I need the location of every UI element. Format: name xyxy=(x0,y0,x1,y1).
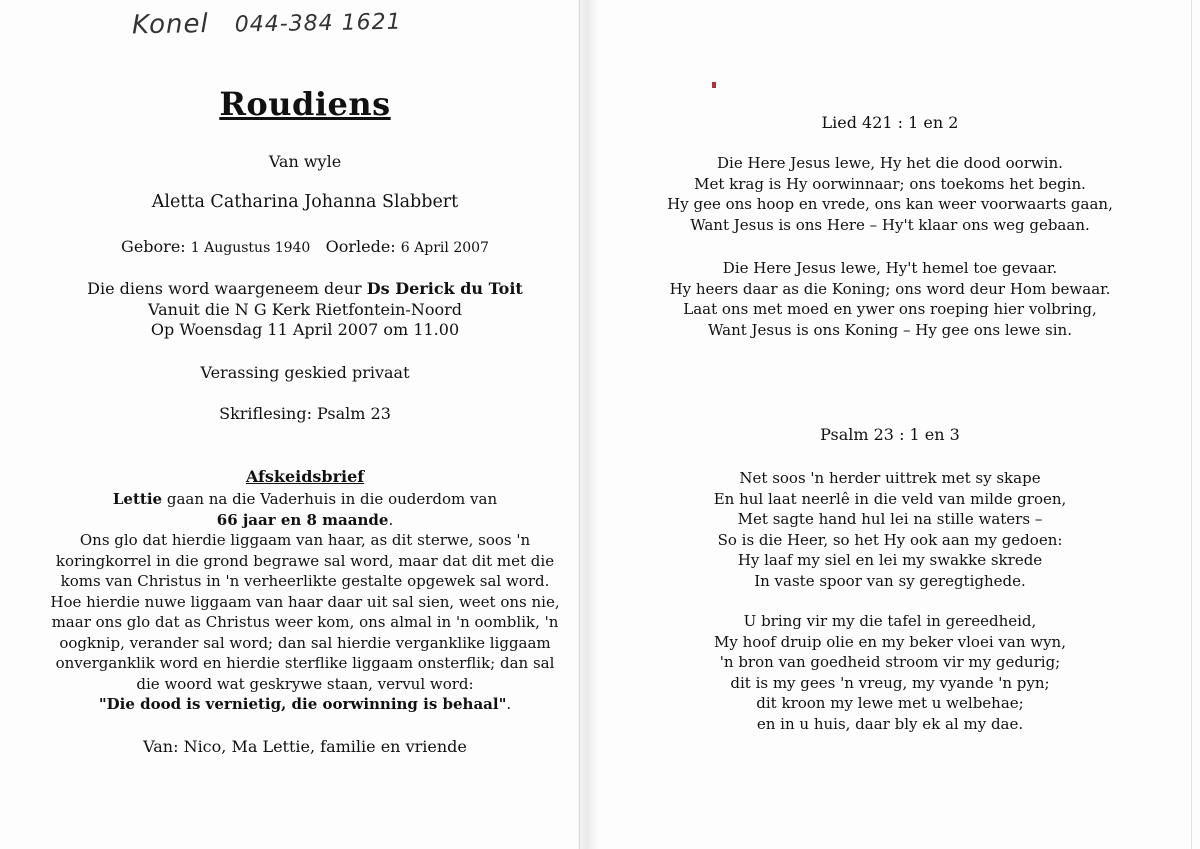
farewell-age: 66 jaar en 8 maande xyxy=(216,510,389,529)
paper-mark xyxy=(712,82,716,88)
farewell-line: onverganklik word en hierdie sterflike liggaam onsterflik; dan sal xyxy=(55,654,555,672)
service-block xyxy=(70,279,540,341)
farewell-text-part: . xyxy=(388,510,394,529)
left-page xyxy=(0,0,595,849)
psalm-title: Psalm 23 : 1 en 3 xyxy=(820,425,960,444)
cremation-note: Verassing geskied privaat xyxy=(200,363,410,382)
service-line xyxy=(70,279,540,300)
died-date: 6 April 2007 xyxy=(400,240,489,256)
farewell-line: Hoe hierdie nuwe liggaam van haar daar uit sal sien, weet ons nie, xyxy=(50,592,560,611)
farewell-line xyxy=(50,489,560,510)
handwritten-name: Konel xyxy=(131,9,210,41)
psalm-line: dit kroon my lewe met u welbehae; xyxy=(756,694,1024,712)
hymn-line: Die Here Jesus lewe, Hy't hemel toe gevaar. xyxy=(722,259,1058,277)
farewell-line: maar ons glo dat as Christus weer kom, ons almal in 'n oomblik, 'n xyxy=(51,613,559,631)
born-date: 1 Augustus 1940 xyxy=(190,240,311,256)
hymn-line: Want Jesus is ons Here – Hy't klaar ons weg gebaan. xyxy=(690,215,1090,234)
hymn-title: Lied 421 : 1 en 2 xyxy=(821,113,959,132)
farewell-text xyxy=(50,489,560,715)
hymn-line: Laat ons met moed en ywer ons roeping hier volbring, xyxy=(683,300,1097,318)
farewell-line: Ons glo dat hierdie liggaam van haar, as dit sterwe, soos 'n xyxy=(79,531,531,549)
handwritten-number: 044-384 1621 xyxy=(234,9,402,38)
deceased-name: Aletta Catharina Johanna Slabbert xyxy=(151,192,459,212)
page-title: Roudiens xyxy=(219,85,391,123)
service-pre: Die diens word waargeneem deur xyxy=(87,279,367,298)
hymn-line: Hy gee ons hoop en vrede, ons kan weer voorwaarts gaan, xyxy=(667,195,1113,213)
hymn-line: Die Here Jesus lewe, Hy het die dood oorwin. xyxy=(717,154,1063,172)
reading-label: Skriflesing: xyxy=(219,404,312,423)
from-label: Van: xyxy=(143,737,179,756)
born-label: Gebore: xyxy=(121,237,186,256)
psalm-line: My hoof druip olie en my beker vloei van wyn, xyxy=(713,632,1066,651)
from-line xyxy=(120,737,490,756)
psalm-verse-2 xyxy=(680,611,1100,734)
right-edge-line xyxy=(1191,0,1192,849)
psalm-line: Net soos 'n herder uittrek met sy skape xyxy=(739,469,1041,487)
service-line: Op Woensdag 11 April 2007 om 11.00 xyxy=(150,320,460,339)
psalm-line: En hul laat neerlê in die veld van milde groen, xyxy=(713,489,1067,508)
died-label: Oorlede: xyxy=(325,237,396,256)
hymn-line: Want Jesus is ons Koning – Hy gee ons lewe sin. xyxy=(708,320,1072,339)
hymn-verse-1 xyxy=(660,153,1120,235)
farewell-name: Lettie xyxy=(112,490,163,508)
farewell-line: koringkorrel in die grond begrawe sal word, maar dat dit met die xyxy=(55,551,555,570)
psalm-verse-1 xyxy=(680,468,1100,591)
farewell-heading: Afskeidsbrief xyxy=(245,467,365,486)
farewell-quote: "Die dood is vernietig, die oorwinning is behaal" xyxy=(98,695,507,713)
psalm-line: U bring vir my die tafel in gereedheid, xyxy=(743,612,1037,630)
farewell-line: koms van Christus in 'n verheerlikte gestalte opgewek sal word. xyxy=(60,572,550,590)
farewell-text-part: gaan na die Vaderhuis in die ouderdom van xyxy=(162,490,498,508)
hymn-verse-2 xyxy=(660,258,1120,340)
farewell-text-part: . xyxy=(506,695,512,713)
hymn-line: Met krag is Hy oorwinnaar; ons toekoms het begin. xyxy=(694,174,1086,193)
psalm-line: 'n bron van goedheid stroom vir my gedurig; xyxy=(719,653,1061,671)
farewell-line: die woord wat geskrywe staan, vervul word: xyxy=(136,674,474,693)
reading-value: Psalm 23 xyxy=(317,404,391,423)
service-line: Vanuit die N G Kerk Rietfontein-Noord xyxy=(148,299,462,319)
psalm-line: Hy laaf my siel en lei my swakke skrede xyxy=(737,551,1043,569)
fold-line xyxy=(579,0,580,849)
farewell-line xyxy=(50,694,560,715)
from-value: Nico, Ma Lettie, familie en vriende xyxy=(183,737,467,756)
page-fold xyxy=(578,0,600,849)
farewell-line: oogknip, verander sal word; dan sal hierdie verganklike liggaam xyxy=(59,633,551,652)
psalm-line: en in u huis, daar bly ek al my dae. xyxy=(756,714,1024,733)
psalm-line: So is die Heer, so het Hy ook aan my gedoen: xyxy=(717,530,1063,549)
farewell-line xyxy=(50,510,560,531)
hymn-line: Hy heers daar as die Koning; ons word deur Hom bewaar. xyxy=(669,279,1111,298)
psalm-line: dit is my gees 'n vreug, my vyande 'n pyn; xyxy=(730,673,1050,692)
scripture-line xyxy=(180,404,430,423)
handwritten-note xyxy=(132,6,402,41)
dates-line xyxy=(100,237,510,256)
psalm-line: In vaste spoor van sy geregtighede. xyxy=(754,571,1026,590)
minister-name: Ds Derick du Toit xyxy=(366,279,523,298)
psalm-line: Met sagte hand hul lei na stille waters – xyxy=(737,510,1043,528)
van-wyle: Van wyle xyxy=(268,152,342,171)
